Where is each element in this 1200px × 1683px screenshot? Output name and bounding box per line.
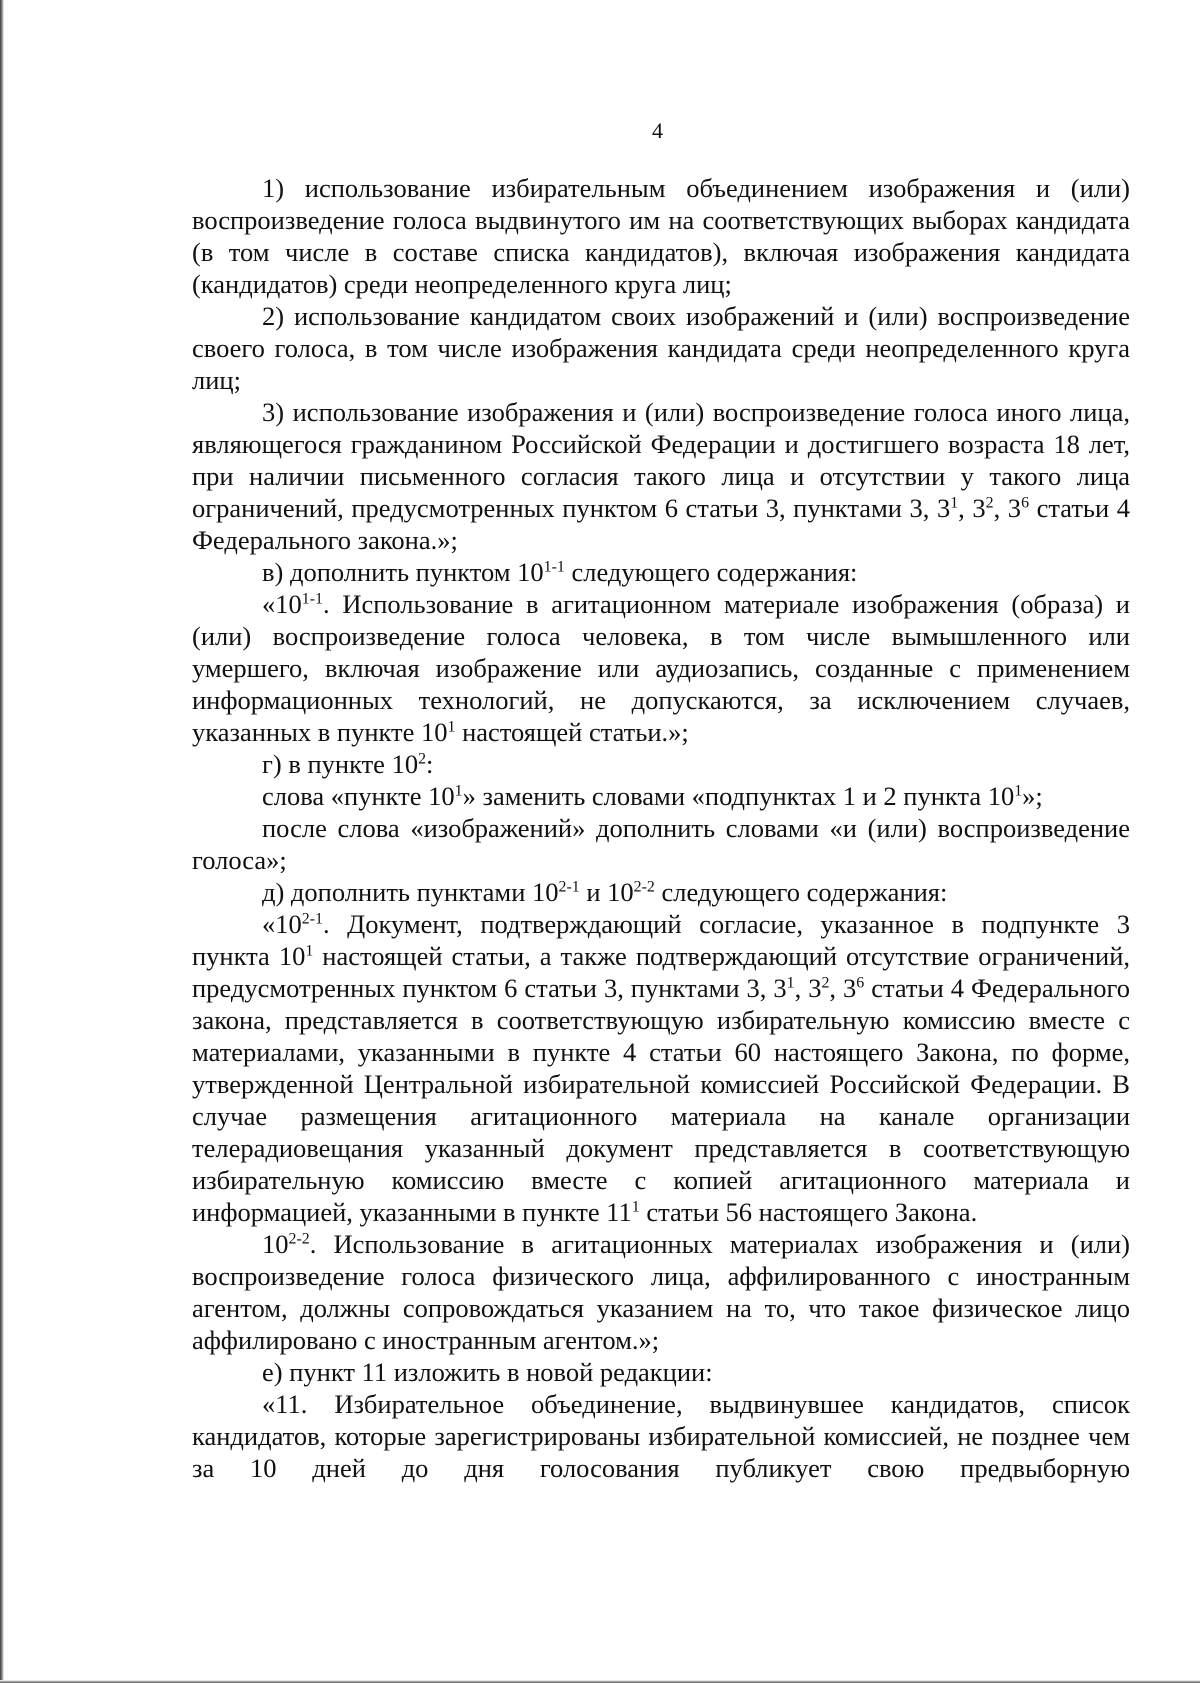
superscript: 1 [1014,782,1023,800]
paragraph-replace-words [192,780,1130,812]
text-run: е) пункт 11 изложить в новой редакции: [262,1357,713,1387]
paragraph-item-2 [192,300,1130,396]
superscript: 2 [418,750,427,768]
superscript: 2 [821,974,830,992]
paragraph-subitem-d [192,876,1130,908]
paragraph-point-11 [192,1388,1130,1484]
scan-left-edge [0,0,4,1683]
text-run: «10 [262,589,302,619]
text-run: и 10 [579,877,634,907]
superscript: 1 [454,782,463,800]
superscript: 2-1 [558,878,580,896]
text-run: «10 [262,909,302,939]
paragraph-item-1 [192,172,1130,300]
text-run: 10 [262,1229,289,1259]
paragraph-subitem-v [192,556,1130,588]
text-run: следующего содержания: [564,557,858,587]
text-run: 1) использование избирательным объединением изображения и (или) воспроизведение голоса выдвинутого им на соответствующих выборах кандидата (в том числе в составе списка кандидатов), включая изображения кандидата (кандидатов) среди неопределенного круга лиц; [192,173,1130,299]
text-run: слова «пункте 10 [262,781,455,811]
paragraph-point-10-1-1 [192,588,1130,748]
page-number: 4 [652,118,663,143]
paragraph-add-words [192,812,1130,876]
text-run: . Использование в агитационных материалах изображения и (или) воспроизведение голоса физического лица, аффилированного с иностранным агентом, должны сопровождаться указанием на то, что такое физическое лицо аффилировано с иностранным агентом.»; [192,1229,1130,1355]
paragraph-point-10-2-1 [192,908,1130,1228]
superscript: 2-2 [633,878,655,896]
text-run: следующего содержания: [654,877,948,907]
superscript: 1 [447,718,456,736]
text-run: 3) использование изображения и (или) воспроизведение голоса иного лица, являющегося гражданином Российской Федерации и достигшего возраста 18 лет, при наличии письменного согласия такого лица и отсутствии у такого лица ограничений, предусмотренных пунктом 6 статьи 3, пунктами 3, 3 [192,397,1130,523]
text-run: , 3 [993,493,1022,523]
text-run: «11. Избирательное объединение, выдвинувшее кандидатов, список кандидатов, которые зарегистрированы избирательной комиссией, не позднее чем за 10 дней до дня голосования публикует свою предвыборную [192,1389,1130,1483]
text-run: 2) использование кандидатом своих изображений и (или) воспроизведение своего голоса, в том числе изображения кандидата среди неопределенного круга лиц; [192,301,1130,395]
superscript: 2 [985,494,994,512]
text-run: , 3 [794,973,822,1003]
paragraph-subitem-e [192,1356,1130,1388]
text-run: . Использование в агитационном материале изображения (образа) и (или) воспроизведение голоса человека, в том числе вымышленного или умершего, включая изображение или аудиозапись, созданные с применением информационных технологий, не допускаются, за исключением случаев, указанных в пункте 10 [192,589,1130,747]
superscript: 1 [631,1198,640,1216]
superscript: 6 [1021,494,1030,512]
text-run: , 3 [958,493,986,523]
superscript: 2-1 [301,910,323,928]
text-run: статьи 56 настоящего Закона. [639,1197,978,1227]
paragraph-item-3 [192,396,1130,556]
paragraph-point-10-2-2 [192,1228,1130,1356]
text-run: » заменить словами «подпунктах 1 и 2 пункта 10 [462,781,1015,811]
superscript: 1-1 [543,558,565,576]
text-run: , 3 [829,973,857,1003]
text-run: »; [1022,781,1043,811]
document-body [192,172,1130,1484]
text-run: после слова «изображений» дополнить словами «и (или) воспроизведение голоса»; [192,813,1130,875]
text-run: г) в пункте 10 [262,749,419,779]
paragraph-subitem-g [192,748,1130,780]
text-run: . Документ, подтверждающий согласие, указанное в подпункте 3 пункта 10 [192,909,1130,971]
superscript: 1 [786,974,795,992]
superscript: 1 [950,494,959,512]
superscript: 1 [305,942,314,960]
text-run: д) дополнить пунктами 10 [262,877,559,907]
superscript: 1-1 [301,590,323,608]
text-run: настоящей статьи, а также подтверждающий отсутствие ограничений, предусмотренных пунктом 6 статьи 3, пунктами 3, 3 [192,941,1130,1003]
text-run: в) дополнить пунктом 10 [262,557,544,587]
text-run: настоящей статьи.»; [455,717,689,747]
superscript: 2-2 [288,1230,310,1248]
text-run: статьи 4 Федерального закона, представляется в соответствующую избирательную комиссию вместе с материалами, указанными в пункте 4 статьи 60 настоящего Закона, по форме, утвержденной Центральной избирательной комиссией Российской Федерации. В случае размещения агитационного материала на канале организации телерадиовещания указанный документ представляется в соответствующую избирательную комиссию вместе с копией агитационного материала и информацией, указанными в пункте 11 [192,973,1131,1227]
superscript: 6 [856,974,865,992]
text-run: статьи 4 Федерального закона.»; [192,493,1131,555]
text-run: : [426,749,434,779]
